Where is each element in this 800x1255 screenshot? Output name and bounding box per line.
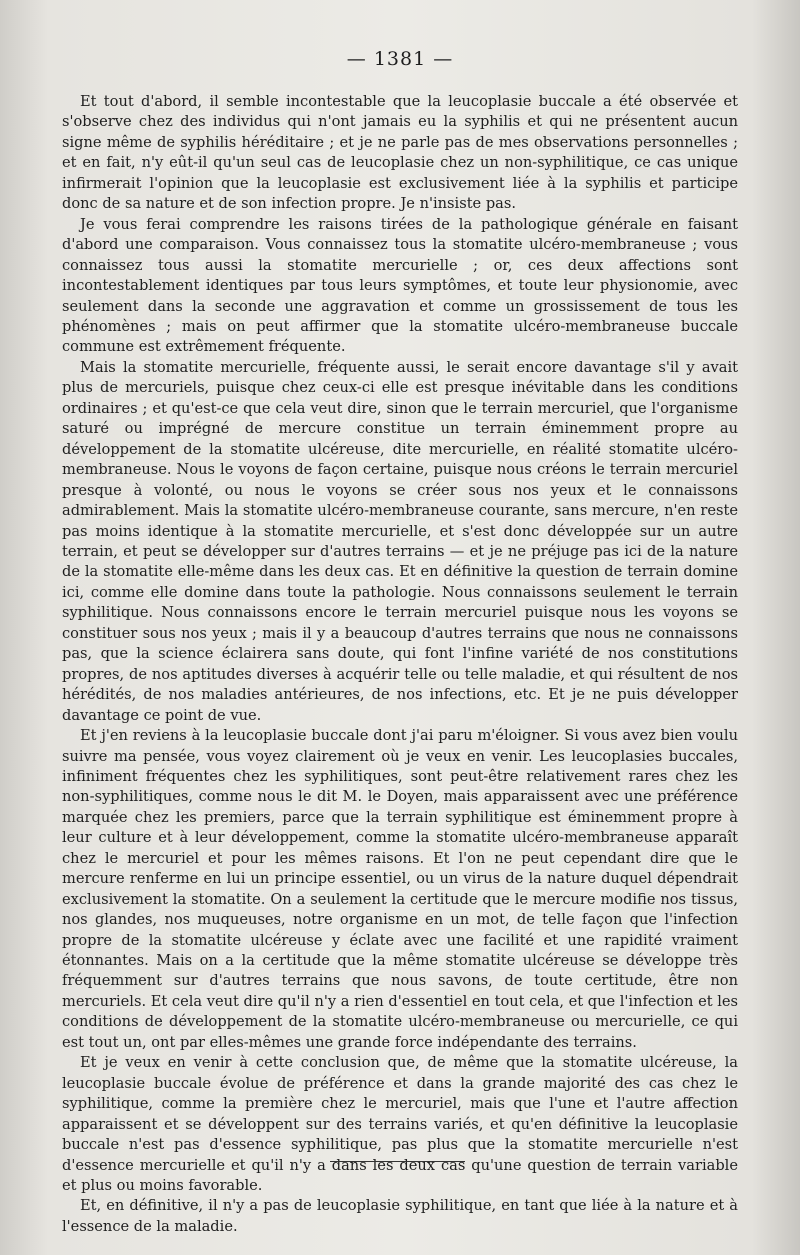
paragraph-4: Et j'en reviens à la leucoplasie buccale dont j'ai paru m'éloigner. Si vous avez bien voulu suivre ma pensée, vous voyez clairement où je veux en venir. Les leucoplasies buccales, infiniment fréquentes chez les syphilitiques, sont peut-être relativement rares chez les non-syphilitiques, comme nous le dit M. le Doyen, mais apparaissent avec une préférence marquée chez les premiers, parce que la terrain syphilitique est éminemment propre à leur culture et à leur développement, comme la stomatite ulcéro-membraneuse apparaît chez le mercuriel et pour les mêmes raisons. Et l'on ne peut cependant dire que le mercure renferme en lui un principe essentiel, ou un virus de la nature duquel dépendrait exclusivement la stomatite. On a seulement la certitude que le mercure modifie nos tissus, nos glandes, nos muqueuses, notre organisme en un mot, de telle façon que l'infection propre de la stomatite ulcéreuse y éclate avec une facilité et une rapidité vraiment étonnantes. Mais on a la certitude que la même stomatite ulcéreuse se développe très fréquemment sur d'autres terrains que nous savons, de toute certitude, être non mercuriels. Et cela veut dire qu'il n'y a rien d'essentiel en tout cela, et que l'infection et les conditions de développement de la stomatite ulcéro-membraneuse ou mercurielle, ce qui est tout un, ont par elles-mêmes une grande force indépendante des terrains. <box>62 727 739 1051</box>
end-rule <box>330 1161 465 1162</box>
paragraph-6: Et, en définitive, il n'y a pas de leucoplasie syphilitique, en tant que liée à la nature et à l'essence de la maladie. <box>62 1197 738 1235</box>
page-number: — 1381 — <box>346 48 454 70</box>
paragraph-2: Je vous ferai comprendre les raisons tirées de la pathologique générale en faisant d'abord une comparaison. Vous connaissez tous la stomatite ulcéro-membraneuse ; vous connaissez tous aussi la stomatite mercurielle ; or, ces deux affections sont incontestablement identiques par tous leurs symptômes, et toute leur physionomie, avec seulement dans la seconde une aggravation et comme un grossissement de tous les phénomènes ; mais on peut affirmer que la stomatite ulcéro-membraneuse buccale commune est extrêmement fréquente. <box>62 215 738 356</box>
paragraph-5: Et je veux en venir à cette conclusion que, de même que la stomatite ulcéreuse, la leucoplasie buccale évolue de préférence et dans la grande majorité des cas chez le syphilitique, comme la première chez le mercuriel, mais que l'une et l'autre affection apparaissent et se développent sur des terrains variés, et qu'en définitive la leucoplasie buccale n'est pas d'essence syphilitique, pas plus que la stomatite mercurielle n'est d'essence mercurielle et qu'il n'y a dans les deux cas qu'une question de terrain variable et plus ou moins favorable. <box>62 1054 738 1195</box>
paragraph-1: Et tout d'abord, il semble incontestable que la leucoplasie buccale a été observée et s'observe chez des individus qui n'ont jamais eu la syphilis et qui ne présentent aucun signe même de syphilis héréditaire ; et je ne parle pas de mes observations personnelles ; et en fait, n'y eût-il qu'un seul cas de leucoplasie chez un non-syphilitique, ce cas unique infirmerait l'opinion que la leucoplasie est exclusivement liée à la syphilis et participe donc de sa nature et de son infection propre. Je n'insiste pas. <box>62 93 738 213</box>
body-text <box>62 92 738 1237</box>
paragraph-3: Mais la stomatite mercurielle, fréquente aussi, le serait encore davantage s'il y avait plus de mercuriels, puisque chez ceux-ci elle est presque inévitable dans les conditions ordinaires ; et qu'est-ce que cela veut dire, sinon que le terrain mercuriel, que l'organisme saturé ou imprégné de mercure constitue un terrain éminemment propre au développement de la stomatite ulcéreuse, dite mercurielle, en réalité stomatite ulcéro-membraneuse. Nous le voyons de façon certaine, puisque nous créons le terrain mercuriel presque à volonté, ou nous le voyons se créer sous nos yeux et le connaissons admirablement. Mais la stomatite ulcéro-membraneuse courante, sans mercure, n'en reste pas moins identique à la stomatite mercurielle, et s'est donc développée sur un autre terrain, et peut se développer sur d'autres terrains — et je ne préjuge pas ici de la nature de la stomatite elle-même dans les deux cas. Et en définitive la question de terrain domine ici, comme elle domine dans toute la pathologie. Nous connaissons seulement le terrain syphilitique. Nous connaissons encore le terrain mercuriel puisque nous les voyons se constituer sous nos yeux ; mais il y a beaucoup d'autres terrains que nous ne connaissons pas, que la science éclairera sans doute, qui font l'infine variété de nos constitutions propres, de nos aptitudes diverses à acquérir telle ou telle maladie, et qui résultent de nos hérédités, de nos maladies antérieures, de nos infections, etc. Et je ne puis développer davantage ce point de vue. <box>62 358 738 724</box>
